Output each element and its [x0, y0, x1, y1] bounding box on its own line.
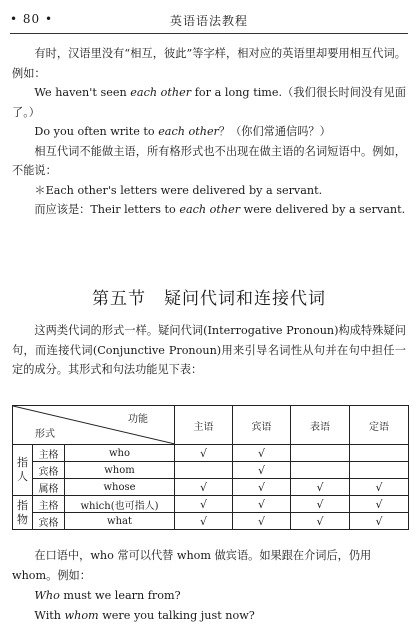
form-cell: what — [65, 513, 175, 530]
check-mark: √ — [175, 479, 233, 496]
column-header: 主语 — [175, 406, 233, 445]
example-emphasis: whom — [64, 609, 99, 622]
outro-paragraph: 在口语中，who 常可以代替 whom 做宾语。如果跟在介词后，仍用 whom。例如： — [12, 549, 372, 582]
check-mark: √ — [233, 479, 291, 496]
section-number: 第五节 — [92, 289, 146, 309]
check-mark: √ — [291, 479, 350, 496]
check-mark: √ — [233, 445, 291, 462]
example-emphasis: each other — [179, 203, 241, 216]
pronoun-category: 指物 — [13, 496, 33, 530]
corner-label-form: 形式 — [35, 429, 55, 440]
example-text: were delivered by a servant. — [240, 203, 406, 216]
empty-cell — [175, 462, 233, 479]
table-row — [13, 445, 409, 462]
case-cell: 宾格 — [33, 462, 65, 479]
example-emphasis: Who — [34, 589, 60, 602]
empty-cell — [291, 462, 350, 479]
example-text: were you talking just now? — [98, 609, 255, 622]
check-mark: √ — [175, 513, 233, 530]
column-header: 宾语 — [233, 406, 291, 445]
section-title: 疑问代词和连接代词 — [164, 289, 326, 309]
example-sentence — [12, 606, 406, 626]
outro-text — [12, 546, 406, 626]
example-text: must we learn from? — [59, 589, 181, 602]
pronoun-category: 指人 — [13, 445, 33, 496]
example-emphasis: each other — [130, 86, 192, 99]
incorrect-example: ＊Each other's letters were delivered by a servant. — [34, 183, 323, 197]
example-text: With — [34, 609, 65, 622]
check-mark: √ — [233, 496, 291, 513]
check-mark: √ — [233, 462, 291, 479]
example-text: 而应该是：Their letters to — [34, 203, 180, 216]
table-body — [13, 445, 409, 530]
example-text: for a long time.（我们很长时间没有见面了。） — [12, 86, 406, 119]
case-cell: 主格 — [33, 496, 65, 513]
intro-text — [12, 44, 406, 220]
case-cell: 宾格 — [33, 513, 65, 530]
form-cell: which(也可指人) — [65, 496, 175, 513]
check-mark: √ — [291, 496, 350, 513]
table-row — [13, 479, 409, 496]
case-cell: 主格 — [33, 445, 65, 462]
example-sentence — [12, 83, 406, 122]
page-header — [0, 10, 418, 32]
empty-cell — [291, 445, 350, 462]
example-emphasis: each other — [158, 125, 219, 138]
check-mark: √ — [233, 513, 291, 530]
pronoun-table — [12, 405, 409, 530]
form-cell: whose — [65, 479, 175, 496]
example-sentence — [12, 122, 406, 142]
table-row — [13, 496, 409, 513]
correct-example — [12, 200, 406, 220]
check-mark: √ — [175, 445, 233, 462]
check-mark: √ — [291, 513, 350, 530]
form-cell: whom — [65, 462, 175, 479]
form-cell: who — [65, 445, 175, 462]
column-header: 定语 — [350, 406, 409, 445]
column-header: 表语 — [291, 406, 350, 445]
case-cell: 属格 — [33, 479, 65, 496]
check-mark: √ — [175, 496, 233, 513]
empty-cell — [350, 445, 409, 462]
intro-paragraph: 相互代词不能做主语，所有格形式也不出现在做主语的名词短语中。例如，不能说： — [12, 144, 406, 177]
description-paragraph: 这两类代词的形式一样。疑问代词(Interrogative Pronoun)构成特殊疑问句，而连接代词(Conjunctive Pronoun)用来引导名词性从句并在句中担任一定的成分。其形式和句法功能见下表： — [12, 324, 406, 376]
page-number: • 80 • — [10, 12, 54, 26]
section-heading — [0, 284, 418, 309]
check-mark: √ — [350, 479, 409, 496]
corner-label-function: 功能 — [128, 414, 149, 425]
running-title: 英语语法教程 — [169, 14, 248, 28]
section-description — [12, 321, 406, 380]
example-text: Do you often write to — [34, 125, 159, 138]
example-text: We haven't seen — [34, 86, 131, 99]
check-mark: √ — [350, 496, 409, 513]
intro-paragraph: 有时，汉语里没有“相互，彼此”等字样，相对应的英语里却要用相互代词。例如： — [12, 47, 406, 80]
table-row — [13, 462, 409, 479]
table-corner-header — [13, 406, 175, 445]
example-sentence — [12, 586, 406, 606]
table-row — [13, 513, 409, 530]
check-mark: √ — [350, 513, 409, 530]
example-text: ？（你们常通信吗？） — [218, 125, 331, 138]
empty-cell — [350, 462, 409, 479]
header-rule — [10, 33, 408, 34]
